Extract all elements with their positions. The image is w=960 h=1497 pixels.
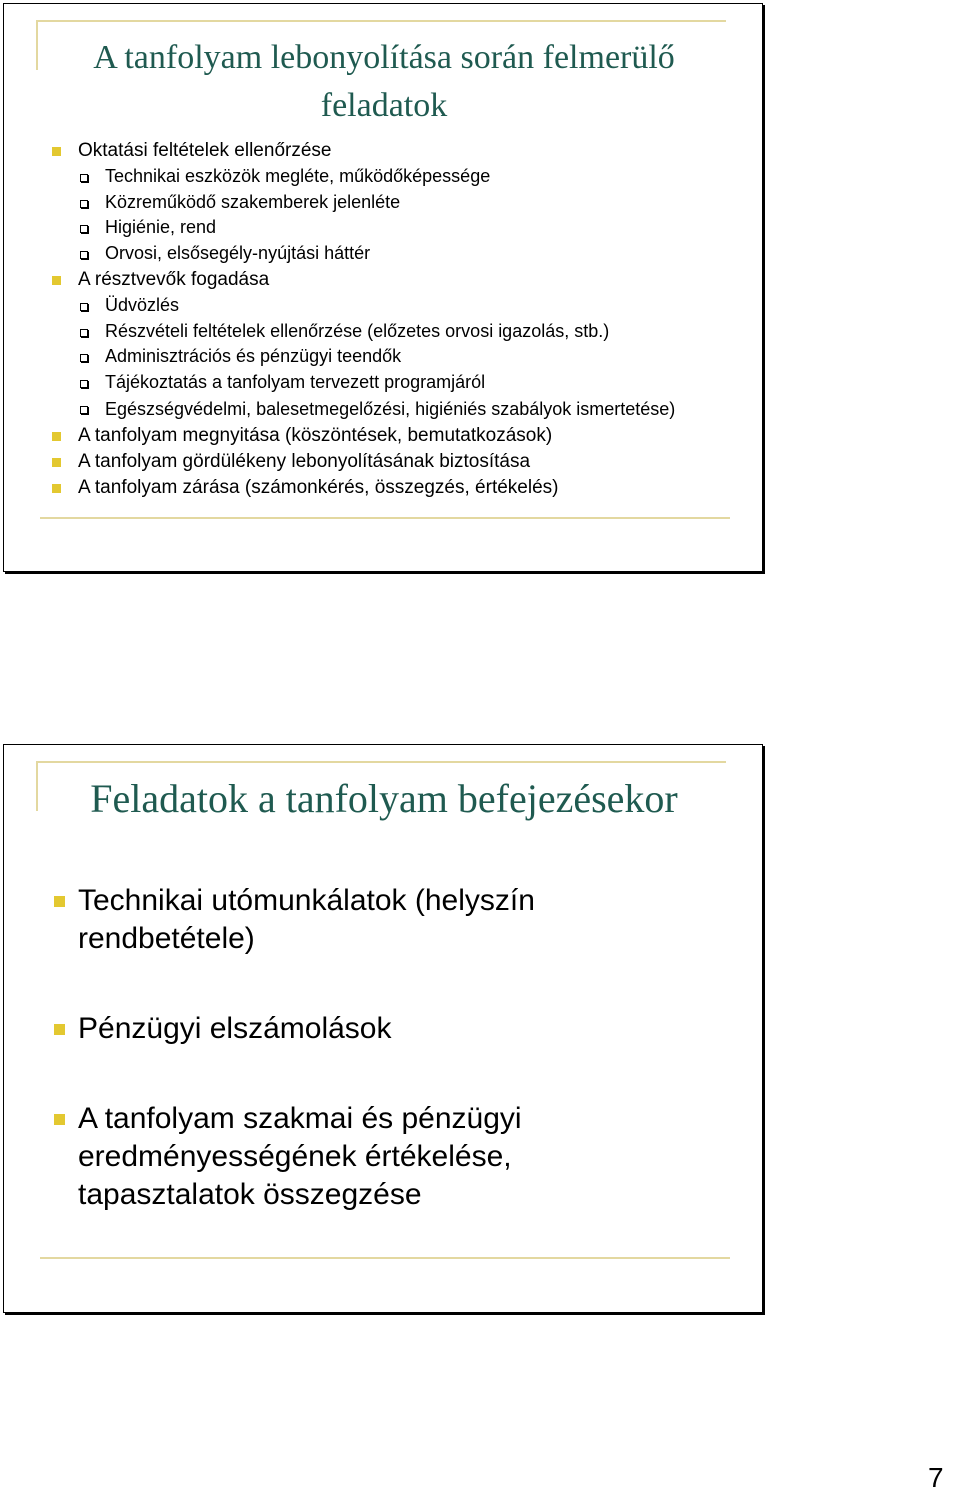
checkbox-bullet-icon: [80, 354, 88, 362]
checkbox-bullet-icon: [80, 251, 88, 259]
list-item-text: A tanfolyam zárása (számonkérés, összegzés, értékelés): [78, 476, 559, 498]
list-item: [48, 449, 748, 475]
list-item: [48, 423, 748, 449]
list-item-text: Technikai eszközök megléte, működőképessége: [105, 165, 491, 186]
left-rule: [36, 761, 38, 811]
list-item: [48, 164, 748, 190]
slide-1: [3, 3, 763, 572]
list-item-text: A tanfolyam szakmai és pénzügyi eredményességének értékelése, tapasztalatok összegzése: [78, 1102, 522, 1211]
bottom-rule: [40, 1257, 730, 1259]
list-item-text: Orvosi, elsősegély-nyújtási háttér: [105, 243, 371, 264]
list-item-text: Tájékoztatás a tanfolyam tervezett programjáról: [105, 372, 486, 393]
list-item: [48, 1100, 748, 1214]
top-rule: [36, 20, 726, 22]
list-item: [48, 293, 748, 319]
list-item: [48, 319, 748, 345]
list-item: [48, 267, 748, 293]
list-item-text: Egészségvédelmi, balesetmegelőzési, higiéniés szabályok ismertetése): [105, 398, 676, 419]
list-item-text: Pénzügyi elszámolások: [78, 1012, 392, 1045]
bullet-list: [48, 138, 748, 500]
square-bullet-icon: [52, 276, 61, 285]
list-item: [48, 1010, 748, 1048]
list-item: [48, 138, 748, 164]
list-item: [48, 370, 748, 396]
checkbox-bullet-icon: [80, 303, 88, 311]
page-number: 7: [928, 1462, 944, 1493]
square-bullet-icon: [52, 147, 61, 156]
list-item-text: Higiénie, rend: [105, 217, 217, 238]
checkbox-bullet-icon: [80, 174, 88, 182]
square-bullet-icon: [54, 1024, 65, 1035]
checkbox-bullet-icon: [80, 380, 88, 388]
list-item-text: Oktatási feltételek ellenőrzése: [78, 140, 332, 161]
list-item: [48, 215, 748, 241]
checkbox-bullet-icon: [80, 406, 88, 414]
list-item-text: Részvételi feltételek ellenőrzése (előzetes orvosi igazolás, stb.): [105, 320, 610, 341]
list-item-text: Közreműködő szakemberek jelenléte: [105, 191, 401, 212]
list-item-text: Technikai utómunkálatok (helyszín rendbetétele): [78, 884, 535, 955]
top-rule: [36, 761, 726, 763]
square-bullet-icon: [52, 432, 61, 441]
list-item: [48, 396, 748, 423]
list-item-text: Adminisztrációs és pénzügyi teendők: [105, 346, 402, 367]
list-item: [48, 344, 748, 370]
checkbox-bullet-icon: [80, 329, 88, 337]
checkbox-bullet-icon: [80, 200, 88, 208]
checkbox-bullet-icon: [80, 225, 88, 233]
list-item: [48, 241, 748, 267]
square-bullet-icon: [52, 484, 61, 493]
slide-title: Feladatok a tanfolyam befejezésekor: [90, 776, 678, 821]
bottom-rule: [40, 517, 730, 519]
slide-title: A tanfolyam lebonyolítása során felmerülő feladatok: [93, 39, 675, 124]
list-item-text: A tanfolyam megnyitása (köszöntések, bemutatkozások): [78, 424, 553, 446]
bullet-list: [48, 882, 748, 1266]
list-item-text: Üdvözlés: [105, 294, 180, 315]
list-item-text: A résztvevők fogadása: [78, 268, 270, 290]
list-item: [48, 882, 748, 958]
slide-2: [3, 744, 763, 1313]
list-item: [48, 190, 748, 216]
list-item-text: A tanfolyam gördülékeny lebonyolításának biztosítása: [78, 450, 531, 472]
list-item: [48, 475, 748, 501]
left-rule: [36, 20, 38, 70]
square-bullet-icon: [52, 458, 61, 467]
square-bullet-icon: [54, 896, 65, 907]
square-bullet-icon: [54, 1114, 65, 1125]
